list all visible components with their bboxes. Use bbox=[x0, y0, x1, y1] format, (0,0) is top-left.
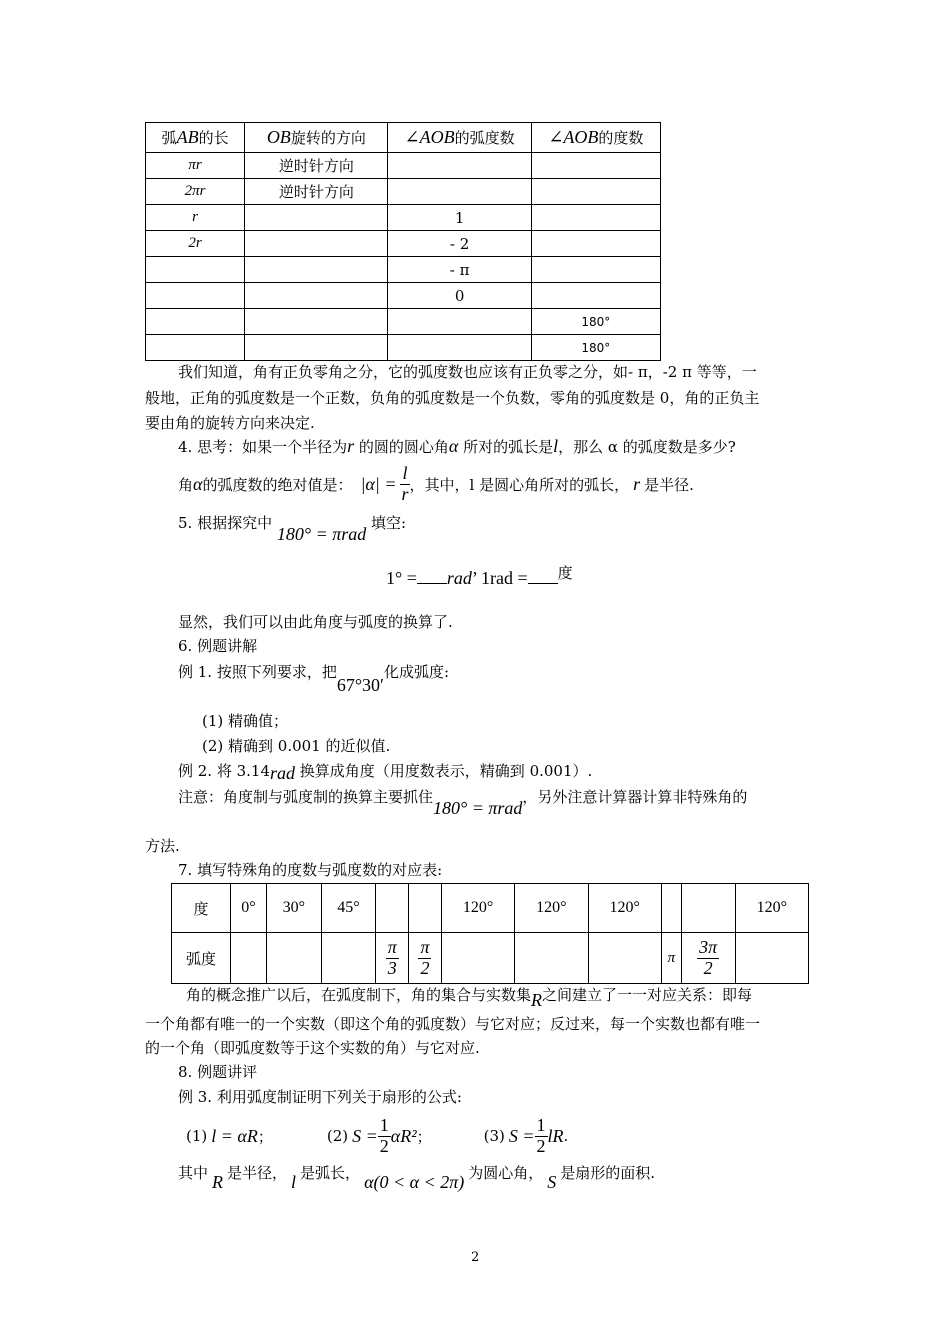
math-l: l bbox=[553, 436, 559, 456]
page-number: 2 bbox=[471, 1250, 480, 1265]
table-cell bbox=[146, 309, 245, 335]
header-text: 旋转的方向 bbox=[290, 129, 366, 147]
radian-cell bbox=[376, 933, 409, 984]
degree-row bbox=[172, 884, 809, 933]
blank bbox=[528, 569, 558, 584]
table-cell bbox=[146, 257, 245, 283]
punct: ； bbox=[416, 1127, 432, 1146]
section-6-heading: 6. 例题讲解 bbox=[178, 637, 258, 655]
radian-cell bbox=[681, 933, 735, 984]
label: (2) bbox=[326, 1127, 349, 1146]
header-math: OB bbox=[266, 127, 291, 147]
degree-cell bbox=[681, 884, 735, 933]
math: S = bbox=[508, 1125, 535, 1146]
punct: . bbox=[563, 1127, 569, 1146]
paragraph-line: 的一个角（即弧度数等于这个实数的角）与它对应. bbox=[145, 1039, 480, 1057]
degree-label: 度 bbox=[172, 884, 231, 933]
numerator: 1 bbox=[379, 1115, 389, 1135]
text: 之间建立了一一对应关系：即每 bbox=[542, 986, 753, 1004]
numerator: 1 bbox=[536, 1115, 546, 1135]
table-cell bbox=[245, 205, 388, 231]
section-7-heading: 7. 填写特殊角的度数与弧度数的对应表: bbox=[178, 861, 443, 879]
sector-formulas bbox=[186, 1116, 568, 1157]
text: 化成弧度: bbox=[384, 663, 450, 681]
definition-line bbox=[178, 1162, 656, 1192]
table-row bbox=[146, 179, 661, 205]
formula-area-lR: lR bbox=[547, 1125, 564, 1146]
fraction-half bbox=[535, 1116, 548, 1157]
table-cell bbox=[531, 257, 660, 283]
radian-cell bbox=[409, 933, 442, 984]
math: ’ 1rad = bbox=[471, 568, 528, 588]
denominator: 2 bbox=[379, 1135, 389, 1156]
header-math: ∠AOB bbox=[548, 127, 599, 147]
text: 注意：角度制与弧度制的换算主要抓住 bbox=[178, 788, 434, 806]
degree-cell: 45° bbox=[321, 884, 376, 933]
math-R: R bbox=[212, 1172, 224, 1192]
header-aob-radian bbox=[388, 123, 531, 153]
degree-cell: 30° bbox=[266, 884, 321, 933]
denominator: 2 bbox=[536, 1135, 546, 1156]
degree-cell: 120° bbox=[515, 884, 588, 933]
math-abs-alpha: |α| = bbox=[360, 473, 397, 494]
paragraph-line: 要由角的旋转方向来决定. bbox=[145, 414, 315, 432]
math-angle: 67°30′ bbox=[336, 675, 384, 695]
arc-radian-table bbox=[145, 122, 661, 361]
table-cell bbox=[245, 231, 388, 257]
example-1-part-1: (1) 精确值； bbox=[202, 712, 289, 730]
paragraph-line bbox=[186, 984, 753, 1010]
header-text: 弧 bbox=[161, 129, 177, 147]
radian-cell bbox=[515, 933, 588, 984]
table-cell: r bbox=[146, 205, 245, 231]
numerator: π bbox=[387, 936, 397, 957]
table-cell bbox=[531, 153, 660, 179]
table-cell bbox=[388, 153, 531, 179]
example-3: 例 3. 利用弧度制证明下列关于扇形的公式: bbox=[178, 1088, 462, 1106]
blank bbox=[417, 569, 447, 584]
table-cell bbox=[531, 283, 660, 309]
header-ob-direction bbox=[245, 123, 388, 153]
text: 的圆的圆心角 bbox=[354, 438, 449, 456]
radian-label: 弧度 bbox=[172, 933, 231, 984]
text: 5. 根据探究中 bbox=[178, 514, 273, 532]
text: ，那么 α 的弧度数是多少? bbox=[558, 438, 736, 456]
paragraph-line: 我们知道，角有正负零角之分，它的弧度数也应该有正负零之分，如- π，-2 π 等等，一 bbox=[178, 363, 757, 381]
header-math: AB bbox=[176, 127, 199, 147]
fraction bbox=[697, 938, 719, 979]
radian-cell bbox=[735, 933, 808, 984]
text: ，另外注意计算器计算非特殊角的 bbox=[522, 788, 748, 806]
table-cell: 0 bbox=[388, 283, 531, 309]
text: 换算成角度（用度数表示，精确到 0.001）. bbox=[295, 762, 593, 780]
table-cell bbox=[245, 309, 388, 335]
table-row bbox=[146, 153, 661, 179]
fill-in-blank-line bbox=[386, 564, 573, 589]
header-text: 的弧度数 bbox=[454, 129, 515, 147]
degree-cell bbox=[376, 884, 409, 933]
denominator: 2 bbox=[420, 957, 430, 978]
radian-cell bbox=[321, 933, 376, 984]
table-row bbox=[146, 257, 661, 283]
special-angle-table bbox=[171, 883, 809, 984]
header-text: 的长 bbox=[198, 129, 229, 147]
text: 角的概念推广以后，在弧度制下，角的集合与实数集 bbox=[186, 986, 532, 1004]
label: (1) bbox=[186, 1127, 208, 1146]
math-r: r bbox=[633, 473, 641, 494]
math-equation: 180° = πrad bbox=[433, 798, 523, 818]
denominator: r bbox=[401, 483, 409, 504]
table-cell bbox=[245, 335, 388, 361]
table-cell bbox=[245, 283, 388, 309]
header-text: 的度数 bbox=[598, 129, 644, 147]
text: 例 1. 按照下列要求，把 bbox=[178, 663, 337, 681]
table-row bbox=[146, 205, 661, 231]
table-cell: 1 bbox=[388, 205, 531, 231]
table-cell: 逆时针方向 bbox=[245, 153, 388, 179]
header-aob-degree bbox=[531, 123, 660, 153]
table-cell: 180° bbox=[531, 309, 660, 335]
degree-cell: 120° bbox=[735, 884, 808, 933]
table-cell: 2r bbox=[146, 231, 245, 257]
question-5 bbox=[178, 512, 407, 544]
formula-area-alpha: αR² bbox=[390, 1125, 417, 1146]
paragraph-line: 一个角都有唯一的一个实数（即这个角的弧度数）与它对应；反过来，每一个实数也都有唯一 bbox=[145, 1015, 761, 1033]
question-4 bbox=[178, 434, 736, 460]
denominator: 2 bbox=[703, 957, 713, 978]
table-cell bbox=[146, 335, 245, 361]
radian-cell bbox=[231, 933, 267, 984]
table-cell: - 2 bbox=[388, 231, 531, 257]
table-cell: - π bbox=[388, 257, 531, 283]
text: 4. 思考：如果一个半径为 bbox=[178, 438, 348, 456]
math-r: r bbox=[347, 436, 355, 456]
text: 是半径， bbox=[227, 1164, 288, 1182]
text: 是弧长， bbox=[300, 1164, 361, 1182]
math-S: S bbox=[547, 1172, 557, 1192]
table-cell: 2πr bbox=[146, 179, 245, 205]
table-cell bbox=[531, 179, 660, 205]
math: 1° = bbox=[386, 568, 417, 588]
degree-cell: 120° bbox=[588, 884, 661, 933]
punct: ； bbox=[257, 1127, 273, 1146]
text: 角 bbox=[178, 475, 194, 494]
radian-cell: π bbox=[661, 933, 681, 984]
table-row bbox=[146, 335, 661, 361]
table-cell: 逆时针方向 bbox=[245, 179, 388, 205]
math-rad: rad bbox=[446, 568, 472, 588]
text-degree: 度 bbox=[557, 564, 573, 582]
table-cell bbox=[531, 231, 660, 257]
table-cell bbox=[531, 205, 660, 231]
degree-cell bbox=[409, 884, 442, 933]
numerator: 3π bbox=[699, 936, 718, 957]
example-1-part-2: (2) 精确到 0.001 的近似值. bbox=[202, 737, 391, 755]
table-row bbox=[146, 309, 661, 335]
fraction bbox=[386, 938, 399, 979]
header-arc-length bbox=[146, 123, 245, 153]
table-row bbox=[146, 231, 661, 257]
note-end: 方法. bbox=[145, 837, 180, 855]
example-2 bbox=[178, 758, 592, 784]
label: (3) bbox=[483, 1127, 505, 1146]
denominator: 3 bbox=[387, 957, 397, 978]
fraction-l-over-r bbox=[400, 464, 409, 505]
section-8-heading: 8. 例题讲评 bbox=[178, 1063, 258, 1081]
fraction-half bbox=[378, 1116, 391, 1157]
math-l: l bbox=[291, 1172, 297, 1192]
table-cell bbox=[146, 283, 245, 309]
numerator: π bbox=[420, 936, 430, 957]
table-cell: πr bbox=[146, 153, 245, 179]
example-1 bbox=[178, 661, 450, 695]
radian-cell bbox=[266, 933, 321, 984]
text: 例 2. 将 3.14 bbox=[178, 762, 271, 780]
table-cell bbox=[388, 309, 531, 335]
math: S = bbox=[352, 1125, 378, 1146]
text: 的弧度数的绝对值是： bbox=[202, 475, 353, 494]
degree-cell: 0° bbox=[231, 884, 267, 933]
math-R: R bbox=[531, 990, 543, 1010]
radian-cell bbox=[588, 933, 661, 984]
radian-row bbox=[172, 933, 809, 984]
text: 是半径. bbox=[644, 475, 694, 494]
table-row bbox=[146, 283, 661, 309]
math-alpha-range: α(0 < α < 2π) bbox=[364, 1172, 465, 1192]
radian-cell bbox=[441, 933, 514, 984]
text: 所对的弧长是 bbox=[458, 438, 554, 456]
formula-arc-length: l = αR bbox=[211, 1125, 258, 1146]
table-cell bbox=[245, 257, 388, 283]
math-alpha: α bbox=[448, 436, 459, 456]
table-cell bbox=[388, 335, 531, 361]
math-rad: rad bbox=[270, 763, 296, 783]
degree-cell: 120° bbox=[441, 884, 514, 933]
text: 为圆心角， bbox=[468, 1164, 544, 1182]
degree-cell bbox=[661, 884, 681, 933]
paragraph-line: 般地，正角的弧度数是一个正数，负角的弧度数是一个负数，零角的弧度数是 0，角的正负主 bbox=[145, 389, 760, 407]
note bbox=[178, 786, 748, 818]
table-cell: 180° bbox=[531, 335, 660, 361]
text: ，其中，l 是圆心角所对的弧长， bbox=[409, 475, 630, 494]
math-equation: 180° = πrad bbox=[276, 524, 367, 544]
fraction bbox=[418, 938, 431, 979]
table-header-row bbox=[146, 123, 661, 153]
math-alpha: α bbox=[193, 473, 203, 494]
header-math: ∠AOB bbox=[404, 127, 455, 147]
absolute-value-line bbox=[178, 464, 694, 505]
numerator: l bbox=[402, 463, 408, 483]
table-cell bbox=[388, 179, 531, 205]
paragraph-line: 显然，我们可以由此角度与弧度的换算了. bbox=[178, 613, 453, 631]
text: 是扇形的面积. bbox=[560, 1164, 656, 1182]
text: 其中 bbox=[178, 1164, 209, 1182]
text: 填空: bbox=[371, 514, 407, 532]
